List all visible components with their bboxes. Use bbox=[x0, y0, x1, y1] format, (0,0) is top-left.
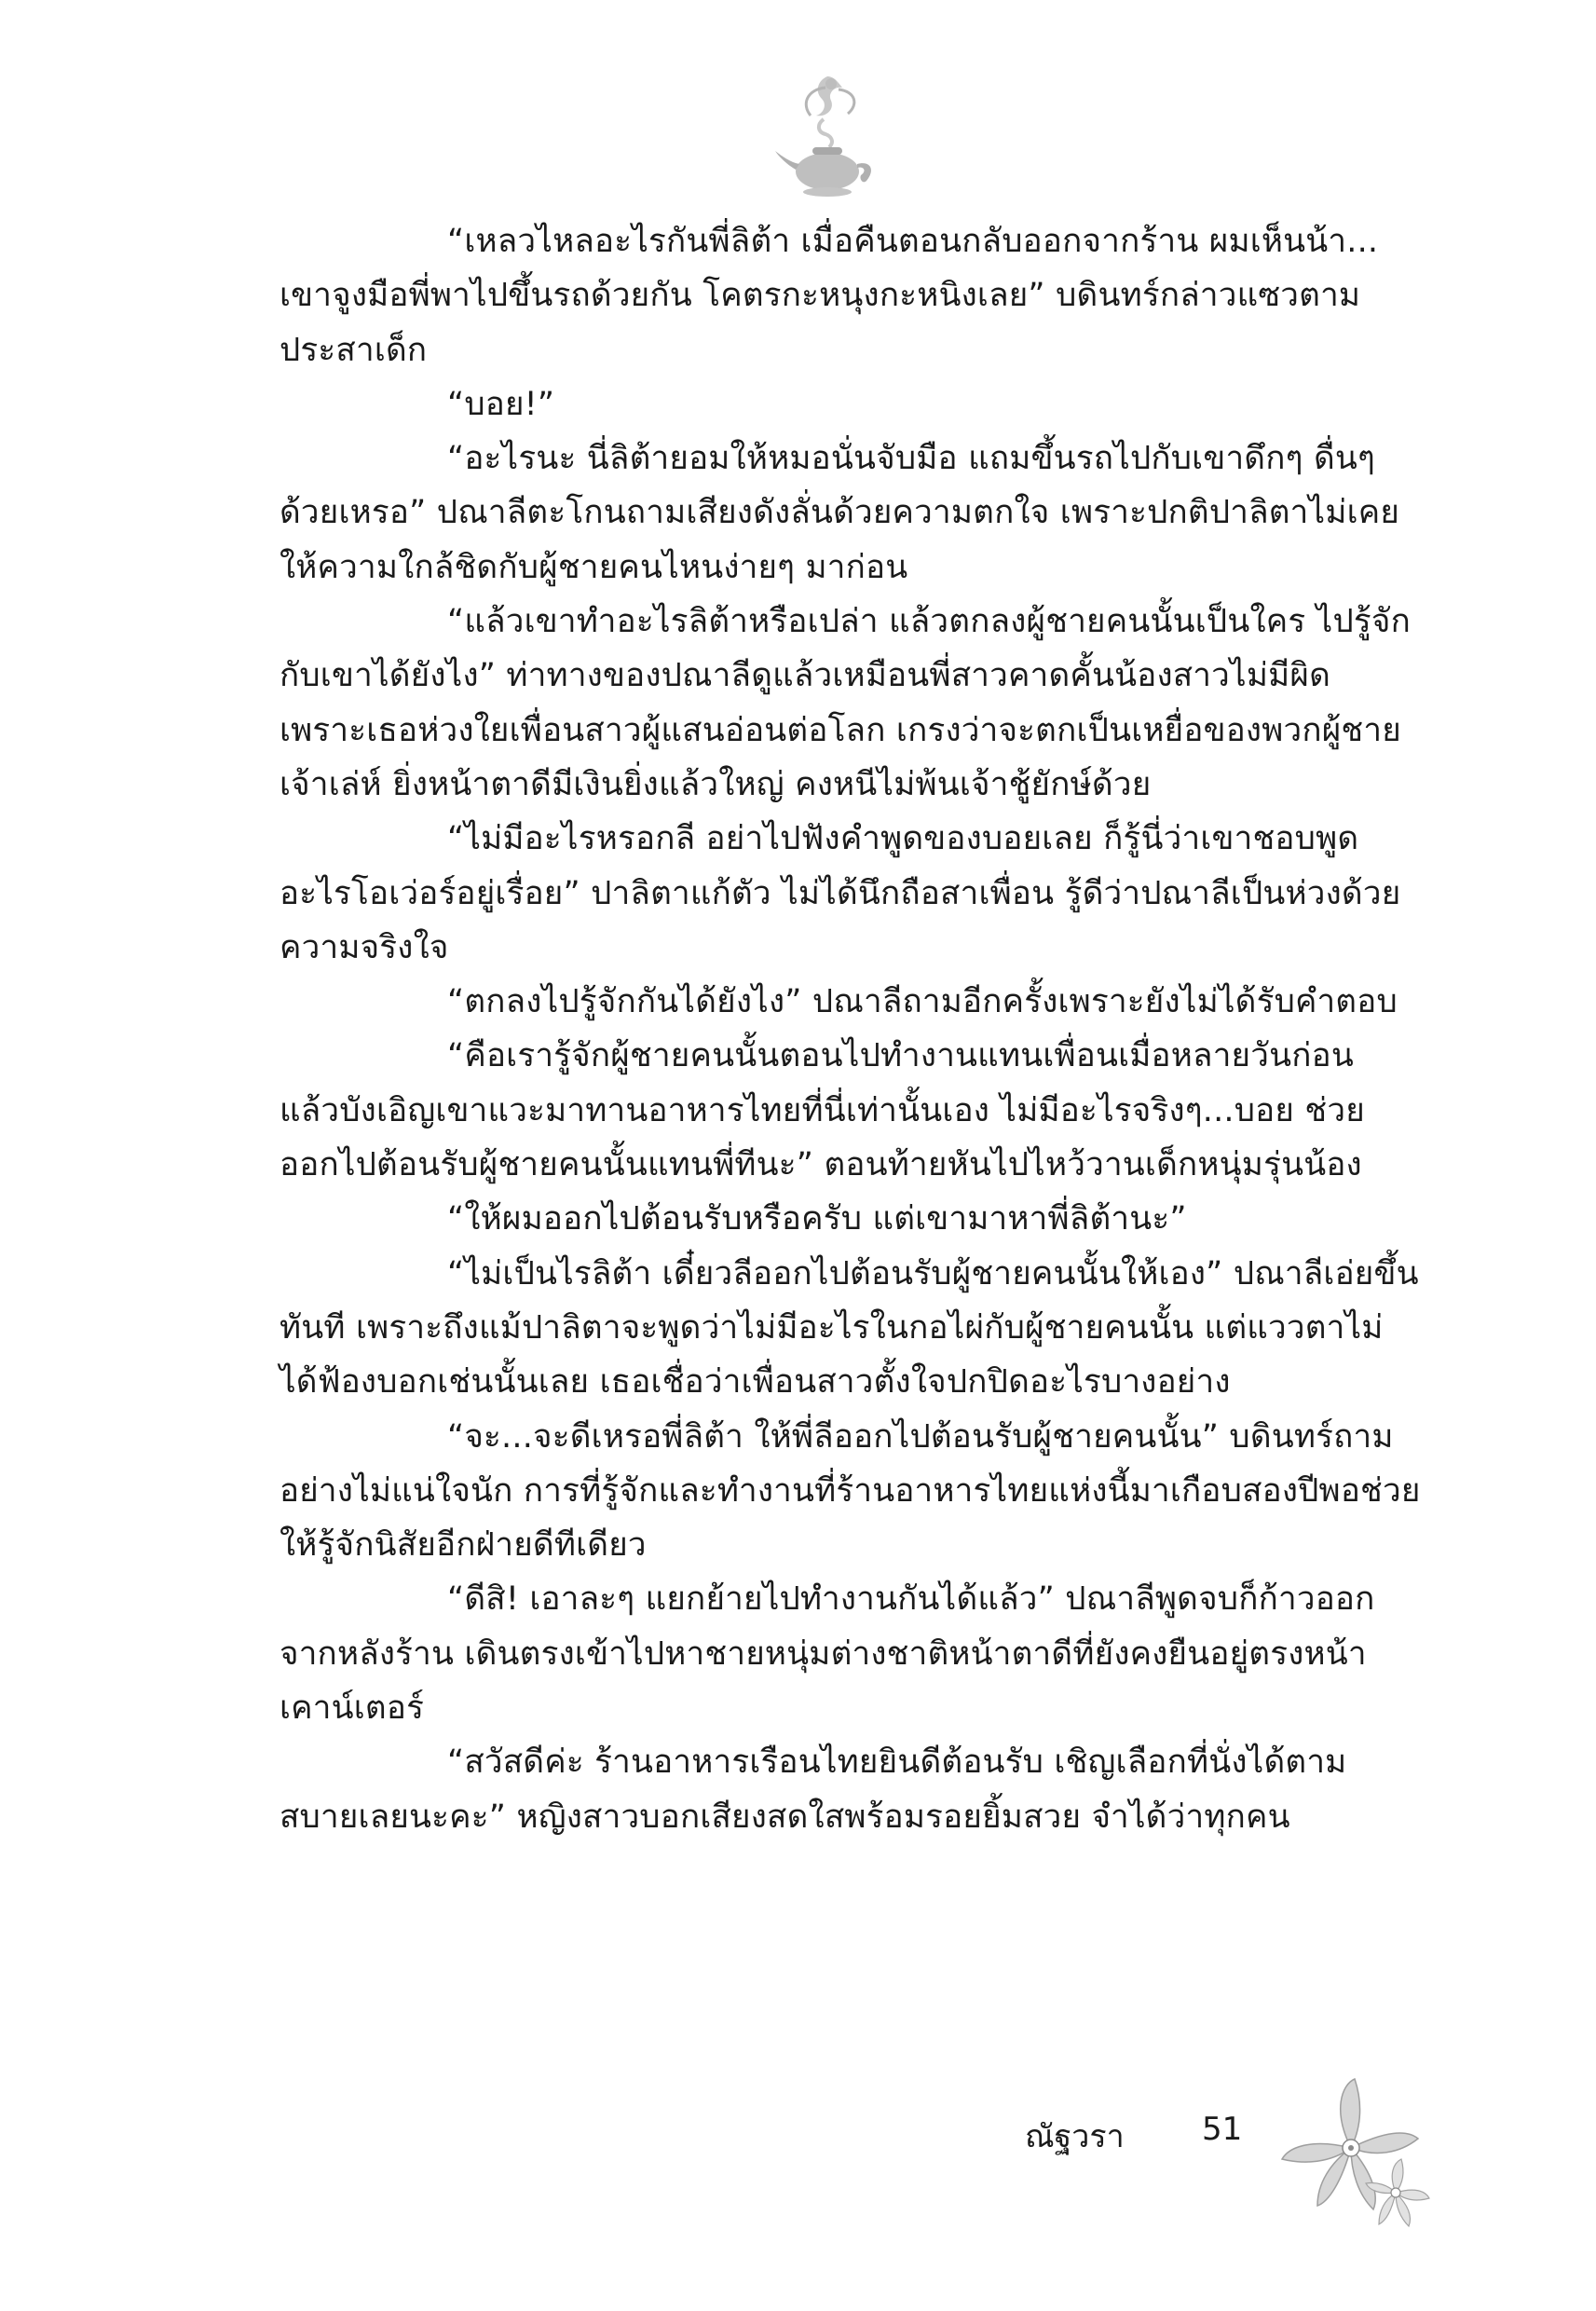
teapot-genie-ornament-icon bbox=[770, 67, 881, 207]
paragraph: “คือเรารู้จักผู้ชายคนนั้นตอนไปทำงานแทนเพื่อนเมื่อหลายวันก่อน แล้วบังเอิญเขาแวะมาทานอาหารไทยที่นี่เท่านั้นเอง ไม่มีอะไรจริงๆ...บอย ช่วยออกไปต้อนรับผู้ชายคนนั้นแทนพี่ทีนะ” ตอนท้ายหันไปไหว้วานเด็กหนุ่มรุ่นน้อง bbox=[280, 1037, 1365, 1184]
paragraph: “ให้ผมออกไปต้อนรับหรือครับ แต่เขามาหาพี่ลิต้านะ” bbox=[447, 1200, 1187, 1238]
author-name: ณัฐวรา bbox=[1025, 2118, 1125, 2155]
paragraph: “อะไรนะ นี่ลิต้ายอมให้หมอนั่นจับมือ แถมขึ้นรถไปกับเขาดึกๆ ดื่นๆ ด้วยเหรอ” ปณาลีตะโกนถามเสียงดังลั่นด้วยความตกใจ เพราะปกติปาลิตาไม่เคยให้ความใกล้ชิดกับผู้ชายคนไหนง่ายๆ มาก่อน bbox=[280, 440, 1400, 586]
paragraph: “จะ...จะดีเหรอพี่ลิต้า ให้พี่ลีออกไปต้อนรับผู้ชายคนนั้น” บดินทร์ถามอย่างไม่แน่ใจนัก การที่รู้จักและทำงานที่ร้านอาหารไทยแห่งนี้มาเกือบสองปีพอช่วยให้รู้จักนิสัยอีกฝ่ายดีทีเดียว bbox=[280, 1417, 1421, 1565]
paragraph: “สวัสดีค่ะ ร้านอาหารเรือนไทยยินดีต้อนรับ เชิญเลือกที่นั่งได้ตามสบายเลยนะคะ” หญิงสาวบอกเสียงสดใสพร้อมรอยยิ้มสวย จำได้ว่าทุกคน bbox=[280, 1744, 1347, 1836]
paragraph: “ตกลงไปรู้จักกันได้ยังไง” ปณาลีถามอีกครั้งเพราะยังไม่ได้รับคำตอบ bbox=[447, 983, 1398, 1021]
paragraph: “แล้วเขาทำอะไรลิต้าหรือเปล่า แล้วตกลงผู้ชายคนนั้นเป็นใคร ไปรู้จักกับเขาได้ยังไง” ท่าทางของปณาลีดูแล้วเหมือนพี่สาวคาดคั้นน้องสาวไม่มีผิด เพราะเธอห่วงใยเพื่อนสาวผู้แสนอ่อนต่อโลก เกรงว่าจะตกเป็นเหยื่อของพวกผู้ชายเจ้าเล่ห์ ยิ่งหน้าตาดีมีเงินยิ่งแล้วใหญ่ คงหนีไม่พ้นเจ้าชู้ยักษ์ด้วย bbox=[280, 603, 1411, 803]
body-text bbox=[280, 214, 1421, 1844]
paragraph: “ไม่เป็นไรลิต้า เดี๋ยวลีออกไปต้อนรับผู้ชายคนนั้นให้เอง” ปณาลีเอ่ยขึ้นทันที เพราะถึงแม้ปาลิตาจะพูดว่าไม่มีอะไรในกอไผ่กับผู้ชายคนนั้น แต่แววตาไม่ได้ฟ้องบอกเช่นนั้นเลย เธอเชื่อว่าเพื่อนสาวตั้งใจปกปิดอะไรบางอย่าง bbox=[280, 1254, 1419, 1402]
paragraph: “ดีสิ! เอาละๆ แยกย้ายไปทำงานกันได้แล้ว” ปณาลีพูดจบก็ก้าวออกจากหลังร้าน เดินตรงเข้าไปหาชายหนุ่มต่างชาติหน้าตาดีที่ยังคงยืนอยู่ตรงหน้าเคาน์เตอร์ bbox=[280, 1580, 1375, 1728]
paragraph: “เหลวไหลอะไรกันพี่ลิต้า เมื่อคืนตอนกลับออกจากร้าน ผมเห็นน้า... เขาจูงมือพี่พาไปขึ้นรถด้วยกัน โคตรกะหนุงกะหนิงเลย” บดินทร์กล่าวแซวตามประสาเด็ก bbox=[280, 223, 1379, 369]
paragraph: “บอย!” bbox=[447, 385, 555, 423]
page-number: 51 bbox=[1202, 2111, 1243, 2148]
paragraph: “ไม่มีอะไรหรอกลี อย่าไปฟังคำพูดของบอยเลย ก็รู้นี่ว่าเขาชอบพูดอะไรโอเว่อร์อยู่เรื่อย” ปาลิตาแก้ตัว ไม่ได้นึกถือสาเพื่อน รู้ดีว่าปณาลีเป็นห่วงด้วยความจริงใจ bbox=[280, 820, 1401, 966]
orchid-flower-icon bbox=[1276, 2073, 1444, 2241]
